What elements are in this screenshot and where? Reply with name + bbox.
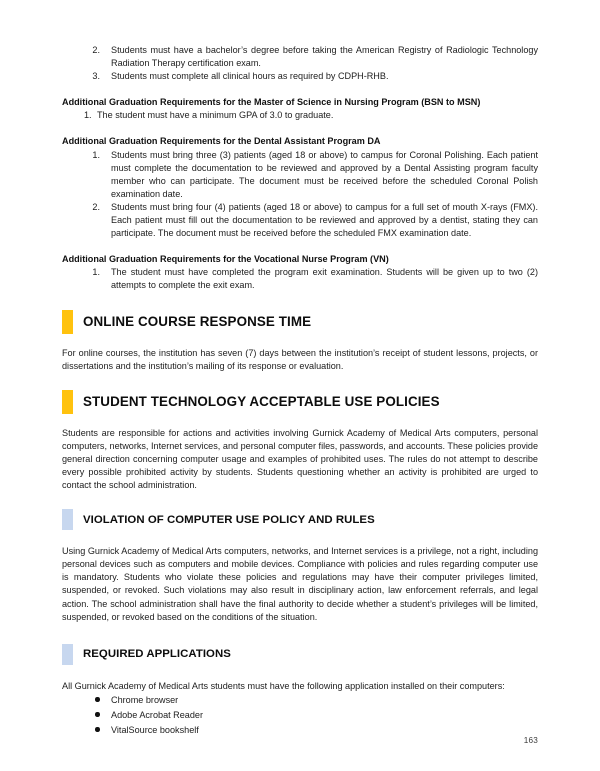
subsection-accent-bar-icon — [62, 644, 73, 665]
list-item — [95, 693, 538, 708]
list-item-text: Students must complete all clinical hours as required by CDPH-RHB. — [111, 71, 389, 82]
spacer — [62, 240, 538, 253]
vn-section-heading: Additional Graduation Requirements for the Vocational Nurse Program (VN) — [62, 254, 389, 265]
spacer — [62, 83, 538, 96]
violation-policy-heading — [62, 509, 538, 530]
spacer — [62, 665, 538, 680]
subsection-accent-bar-icon — [62, 509, 73, 530]
required-applications-list — [62, 693, 538, 738]
list-item-text: The student must have a minimum GPA of 3.0 to graduate. — [97, 110, 334, 121]
list-item-text: Adobe Acrobat Reader — [111, 709, 204, 720]
list-item-text: Chrome browser — [111, 694, 179, 705]
bullet-icon — [95, 727, 100, 732]
list-item-text: The student must have completed the program exit examination. Students will be given up to two (2) attempts to complete the exit exam. — [111, 267, 538, 291]
list-item-number: 1. — [92, 149, 100, 160]
spacer — [62, 530, 538, 545]
list-item — [78, 70, 538, 83]
subsection-heading-text: REQUIRED APPLICATIONS — [83, 648, 231, 661]
list-item — [95, 708, 538, 723]
list-item-number: 1. — [84, 110, 92, 121]
list-item — [78, 44, 538, 70]
list-item-number: 2. — [92, 201, 100, 212]
page-content — [62, 44, 538, 738]
student-technology-policies-heading — [62, 390, 538, 414]
spacer — [62, 492, 538, 509]
violation-policy-body: Using Gurnick Academy of Medical Arts computers, networks, and Internet services is a privilege, not a right, including personal devices such as computers and mobile devices. Compliance with policies and rules regarding computer use is mandatory. Students who violate these policies and regulations may have their computer privileges limited, suspended, or revoked. Such violations may also result in disciplinary action, law enforcement referrals, and legal action. The school administration shall have the final authority to decide whether a student’s privileges will be limited, suspended, or revoked based on the conditions of the situation. — [62, 546, 538, 622]
list-item-number: 1. — [92, 267, 100, 278]
vn-requirements-list — [62, 266, 538, 292]
da-requirements-list — [62, 149, 538, 241]
list-item — [78, 201, 538, 240]
spacer — [62, 624, 538, 644]
subsection-heading-text: VIOLATION OF COMPUTER USE POLICY AND RULES — [83, 513, 375, 526]
online-course-response-time-heading — [62, 310, 538, 334]
list-item-text: Students must have a bachelor’s degree before taking the American Registry of Radiologic Technology Radiation Therapy certification exam. — [111, 45, 538, 69]
list-item-text: Students must bring three (3) patients (aged 18 or above) to campus for Coronal Polishing. Each patient must complete the documentation to be reviewed and approved by a Dental Assisting program faculty member who can participate. The document must be received before the scheduled Coronal Polish examination date. — [111, 149, 538, 199]
bullet-icon — [95, 712, 100, 717]
spacer — [62, 334, 538, 347]
list-item — [95, 723, 538, 738]
continued-requirements-list — [62, 44, 538, 83]
spacer — [62, 373, 538, 390]
msn-requirements-list — [62, 109, 538, 122]
section-heading-text: STUDENT TECHNOLOGY ACCEPTABLE USE POLICIES — [83, 393, 440, 409]
spacer — [62, 293, 538, 310]
spacer — [62, 414, 538, 427]
list-item-text: Students must bring four (4) patients (aged 18 or above) to campus for a full set of mouth X-rays (FMX). Each patient must fill out the documentation to be reviewed and approved by a dentist, stating they can participate. The document must be received before the scheduled FMX examination date. — [111, 201, 538, 239]
section-heading-text: ONLINE COURSE RESPONSE TIME — [83, 313, 312, 329]
student-technology-policies-body: Students are responsible for actions and activities involving Gurnick Academy of Medical Arts computers, personal computers, networks, Internet services, and personal computer files, passwords, and accounts. These policies provide general direction concerning computer usage and examples of prohibited uses. The rules do not attempt to describe every possible prohibited activity by students. Students questioning whether an activity is prohibited are urged to contact the school administration. — [62, 427, 538, 491]
list-item — [78, 149, 538, 201]
list-item — [78, 266, 538, 292]
list-item-text: VitalSource bookshelf — [111, 724, 199, 735]
required-applications-intro: All Gurnick Academy of Medical Arts students must have the following application installed on their computers: — [62, 680, 505, 691]
section-accent-bar-icon — [62, 390, 73, 414]
page-number: 163 — [523, 736, 538, 745]
section-accent-bar-icon — [62, 310, 73, 334]
msn-section-heading: Additional Graduation Requirements for the Master of Science in Nursing Program (BSN to MSN) — [62, 97, 481, 108]
spacer — [62, 122, 538, 135]
list-item-number: 3. — [92, 71, 100, 82]
online-course-response-time-body: For online courses, the institution has seven (7) days between the institution’s receipt of student lessons, projects, or dissertations and the institution’s mailing of its response or evaluation. — [62, 347, 538, 371]
list-item — [84, 109, 538, 122]
list-item-number: 2. — [92, 45, 100, 55]
da-section-heading: Additional Graduation Requirements for the Dental Assistant Program DA — [62, 136, 381, 147]
required-applications-heading — [62, 644, 538, 665]
bullet-icon — [95, 697, 100, 702]
